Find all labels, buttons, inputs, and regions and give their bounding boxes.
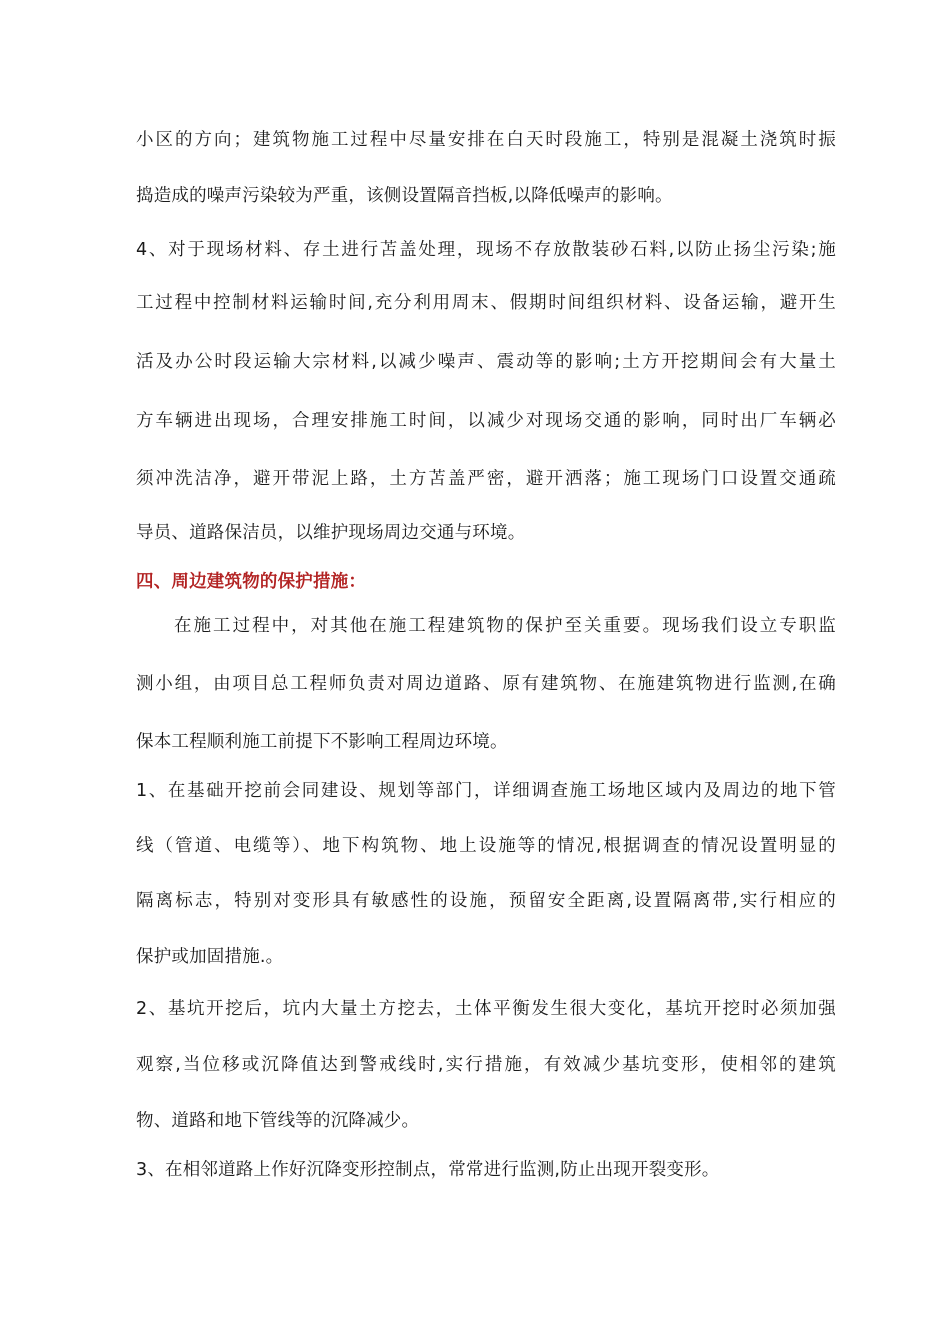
paragraph-line: 保本工程顺利施工前提下不影响工程周边环境。 bbox=[136, 732, 508, 752]
paragraph-line: 小区的方向；建筑物施工过程中尽量安排在白天时段施工，特别是混凝土浇筑时振 bbox=[136, 130, 836, 150]
list-item-2-line: 物、道路和地下管线等的沉降减少。 bbox=[136, 1111, 420, 1131]
list-item-1-line: 隔离标志，特别对变形具有敏感性的设施，预留安全距离,设置隔离带,实行相应的 bbox=[136, 891, 836, 911]
list-item-4-line: 方车辆进出现场，合理安排施工时间，以减少对现场交通的影响，同时出厂车辆必 bbox=[136, 411, 836, 431]
paragraph-line: 在施工过程中，对其他在施工程建筑物的保护至关重要。现场我们设立专职监 bbox=[174, 616, 836, 636]
list-item-1-line: 1、在基础开挖前会同建设、规划等部门，详细调查施工场地区域内及周边的地下管 bbox=[136, 781, 836, 801]
list-item-4-line: 活及办公时段运输大宗材料,以减少噪声、震动等的影响;土方开挖期间会有大量土 bbox=[136, 352, 836, 372]
list-item-4-line: 导员、道路保洁员，以维护现场周边交通与环境。 bbox=[136, 523, 526, 543]
paragraph-line: 捣造成的噪声污染较为严重，该侧设置隔音挡板,以降低噪声的影响。 bbox=[136, 186, 673, 206]
list-item-1-line: 保护或加固措施.。 bbox=[136, 947, 284, 967]
paragraph-line: 测小组，由项目总工程师负责对周边道路、原有建筑物、在施建筑物进行监测,在确 bbox=[136, 674, 836, 694]
list-item-4-line: 4、对于现场材料、存土进行苫盖处理，现场不存放散装砂石料,以防止扬尘污染;施 bbox=[136, 240, 836, 260]
list-item-2-line: 2、基坑开挖后，坑内大量土方挖去，土体平衡发生很大变化，基坑开挖时必须加强 bbox=[136, 999, 836, 1019]
list-item-4-line: 工过程中控制材料运输时间,充分利用周末、假期时间组织材料、设备运输，避开生 bbox=[136, 293, 836, 313]
list-item-4-line: 须冲洗洁净，避开带泥上路，土方苫盖严密，避开洒落；施工现场门口设置交通疏 bbox=[136, 469, 836, 489]
list-item-2-line: 观察,当位移或沉降值达到警戒线时,实行措施，有效减少基坑变形，使相邻的建筑 bbox=[136, 1055, 836, 1075]
list-item-1-line: 线（管道、电缆等）、地下构筑物、地上设施等的情况,根据调查的情况设置明显的 bbox=[136, 836, 836, 856]
section-heading: 四、周边建筑物的保护措施： bbox=[136, 572, 367, 592]
list-item-3-line: 3、在相邻道路上作好沉降变形控制点，常常进行监测,防止出现开裂变形。 bbox=[136, 1160, 720, 1180]
